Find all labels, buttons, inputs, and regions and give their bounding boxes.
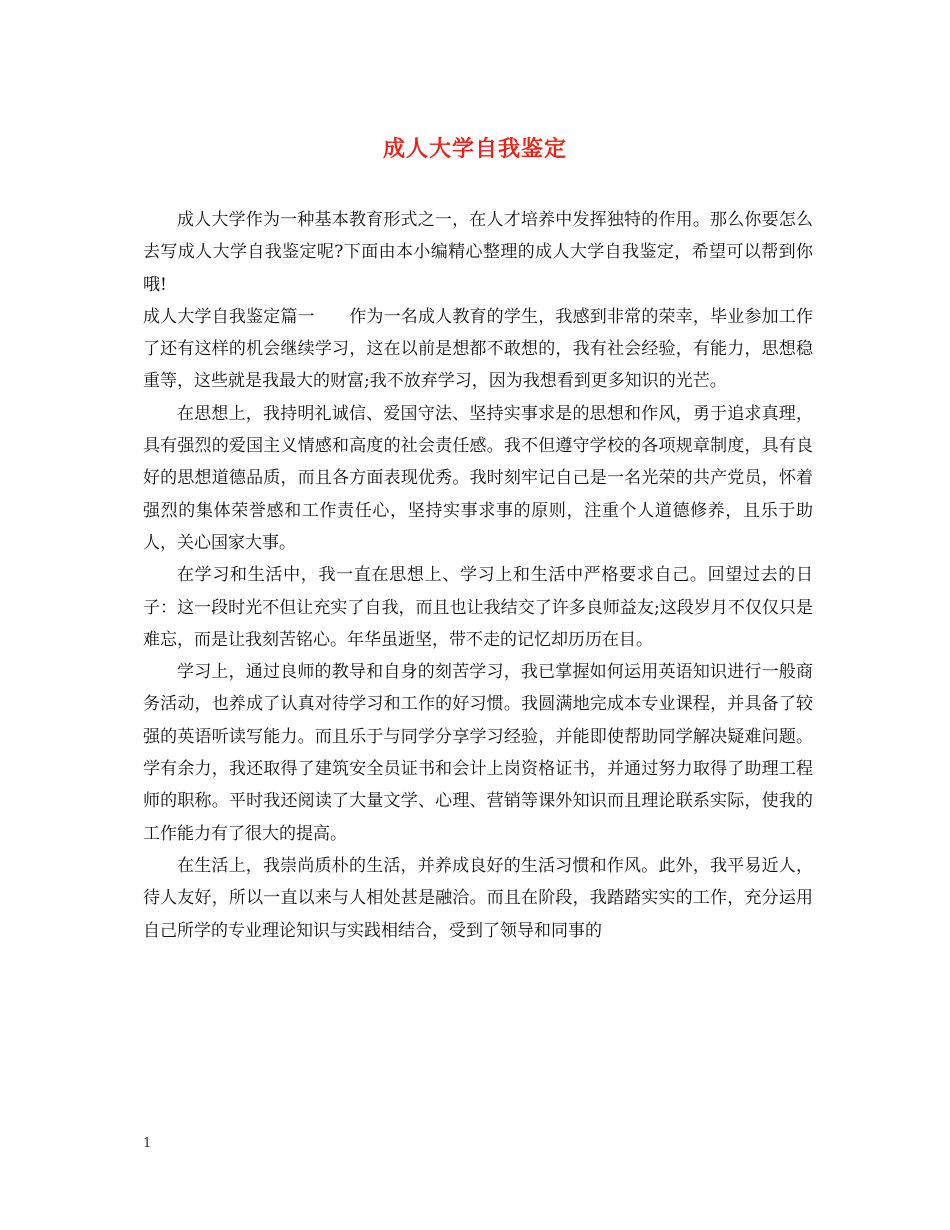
page-number: 1 <box>143 1136 152 1151</box>
paragraph-study-life: 在学习和生活中，我一直在思想上、学习上和生活中严格要求自己。回望过去的日子：这一段时光不但让充实了自我，而且也让我结交了许多良师益友;这段岁月不仅仅只是难忘，而是让我刻苦铭心。年华虽逝坚，带不走的记忆却历历在目。 <box>143 565 813 650</box>
paragraph-ideology: 在思想上，我持明礼诚信、爱国守法、坚持实事求是的思想和作风，勇于追求真理，具有强烈的爱国主义情感和高度的社会责任感。我不但遵守学校的各项规章制度，具有良好的思想道德品质，而且各方面表现优秀。我时刻牢记自己是一名光荣的共产党员，怀着强烈的集体荣誉感和工作责任心，坚持实事求事的原则，注重个人道德修养，且乐于助人，关心国家大事。 <box>143 403 813 553</box>
document-body <box>143 204 813 947</box>
paragraph-life: 在生活上，我崇尚质朴的生活，并养成良好的生活习惯和作风。此外，我平易近人，待人友好，所以一直以来与人相处甚是融洽。而且在阶段，我踏踏实实的工作，充分运用自己所学的专业理论知识与实践相结合，受到了领导和同事的 <box>143 855 813 941</box>
paragraph-section-one: 成人大学自我鉴定篇一 作为一名成人教育的学生，我感到非常的荣幸，毕业参加工作了还有这样的机会继续学习，这在以前是想都不敢想的，我有社会经验，有能力，思想稳重等，这些就是我最大的财富;我不放弃学习，因为我想看到更多知识的光芒。 <box>143 306 813 392</box>
document-title: 成人大学自我鉴定 <box>382 136 567 162</box>
paragraph-intro: 成人大学作为一种基本教育形式之一，在人才培养中发挥独特的作用。那么你要怎么去写成人大学自我鉴定呢?下面由本小编精心整理的成人大学自我鉴定，希望可以帮到你哦! <box>143 210 813 295</box>
paragraph-study: 学习上，通过良师的教导和自身的刻苦学习，我已掌握如何运用英语知识进行一般商务活动，也养成了认真对待学习和工作的好习惯。我圆满地完成本专业课程，并具备了较强的英语听读写能力。而且乐于与同学分享学习经验，并能即使帮助同学解决疑难问题。学有余力，我还取得了建筑安全员证书和会计上岗资格证书，并通过努力取得了助理工程师的职称。平时我还阅读了大量文学、心理、营销等课外知识而且理论联系实际，使我的工作能力有了很大的提高。 <box>143 662 813 844</box>
